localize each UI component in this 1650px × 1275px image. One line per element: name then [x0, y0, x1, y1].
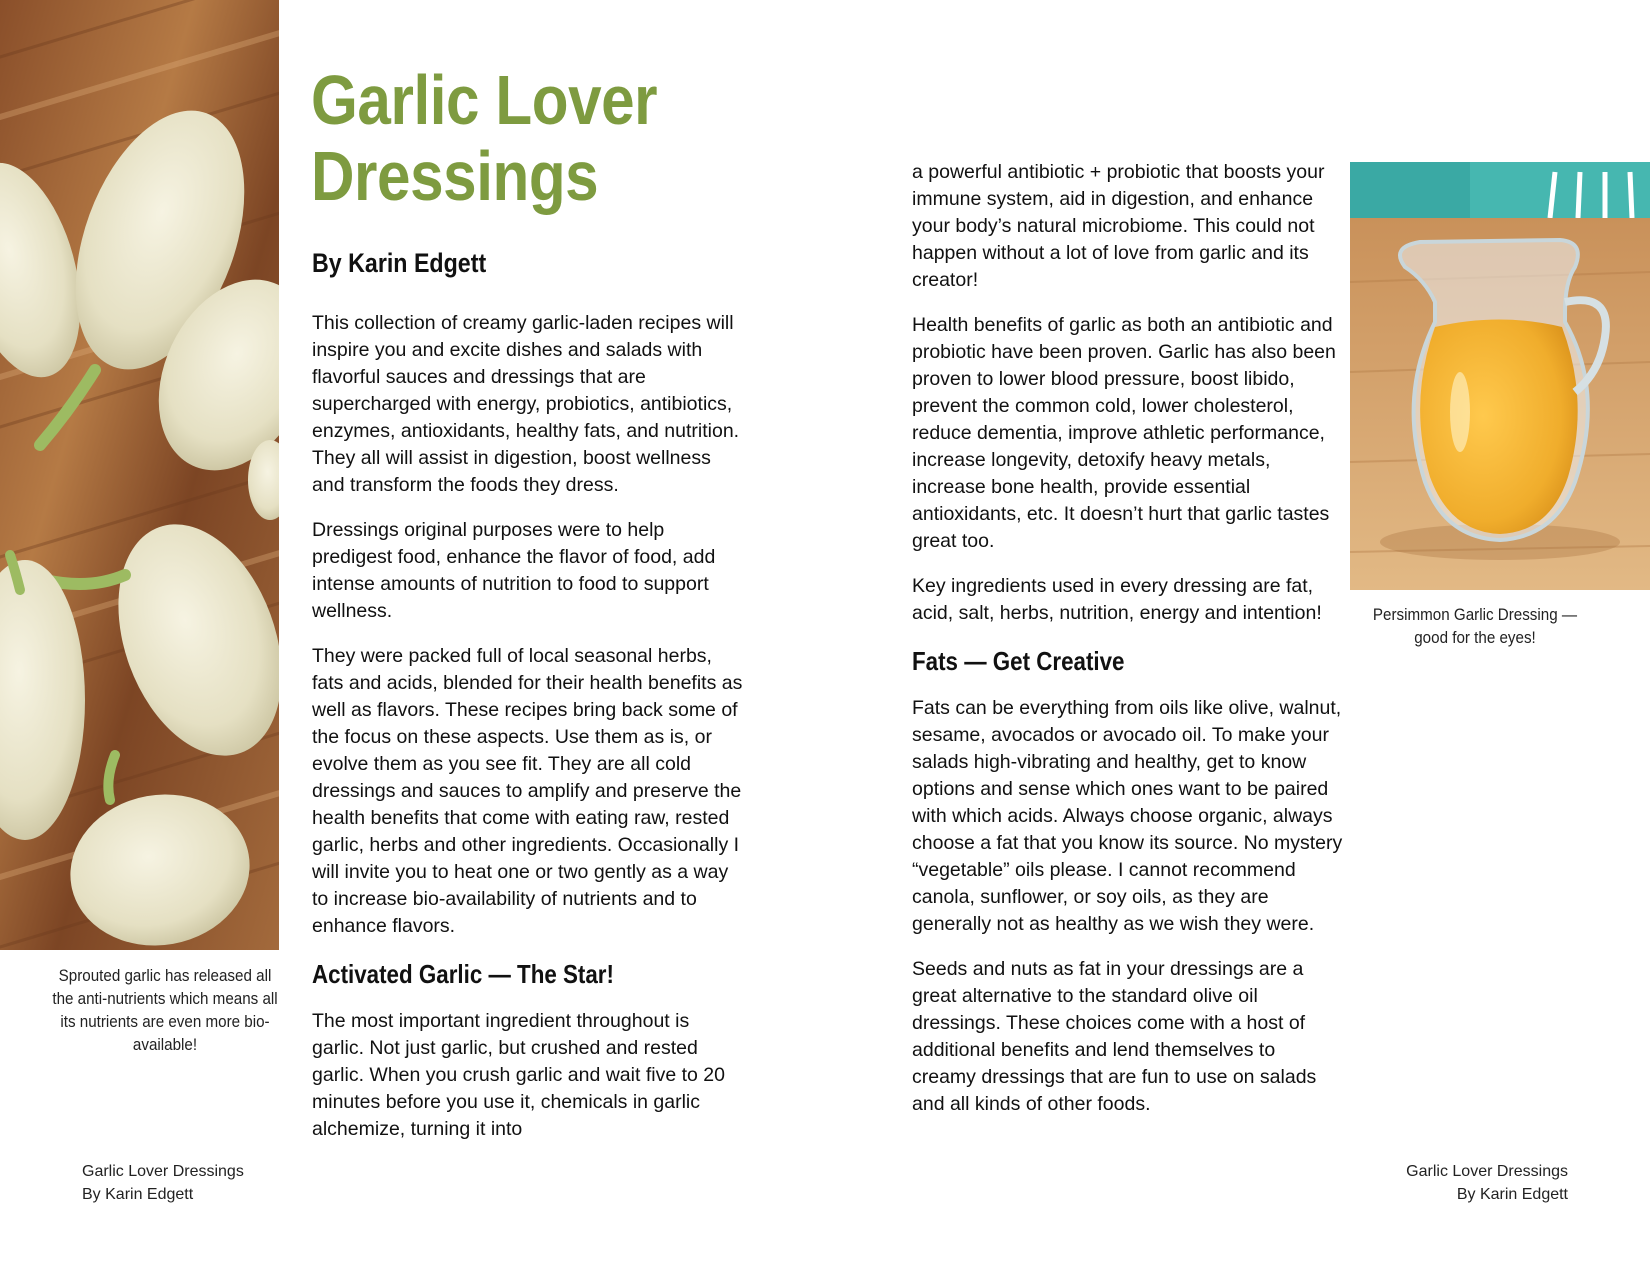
footer-right	[1340, 1160, 1568, 1206]
footer-author: By Karin Edgett	[82, 1186, 194, 1203]
footer-left	[82, 1160, 244, 1206]
footer-title: Garlic Lover Dressings	[1406, 1163, 1568, 1180]
paragraph: Key ingredients used in every dressing are fat, acid, salt, herbs, nutrition, energy and intention!	[912, 575, 1322, 624]
paragraph: a powerful antibiotic + probiotic that boosts your immune system, aid in digestion, and enhance your body’s natural microbiome. This could not happen without a lot of love from garlic and its creator!	[912, 161, 1325, 291]
garlic-photo	[0, 0, 279, 950]
paragraph: Fats can be everything from oils like olive, walnut, sesame, avocados or avocado oil. To make your salads high-vibrating and healthy, get to know options and sense which ones want to be paired with which acids. Always choose organic, always choose a fat that you know its source. No mystery “vegetable” oils please. I cannot recommend canola, sunflower, or soy oils, as they are generally not as healthy as we wish they were.	[912, 697, 1343, 935]
right-photo-caption: Persimmon Garlic Dressing — good for the eyes!	[1372, 606, 1578, 647]
paragraph: Health benefits of garlic as both an antibiotic and probiotic have been proven. Garlic has also been proven to lower blood pressure, boost libido, prevent the common cold, lower cholesterol, reduce dementia, improve athletic performance, increase longevity, detoxify heavy metals, increase bone health, provide essential antioxidants, etc. It doesn’t hurt that garlic tastes great too.	[912, 314, 1336, 552]
left-photo-caption: Sprouted garlic has released all the anti-nutrients which means all its nutrients are even more bio-available!	[52, 967, 278, 1054]
paragraph: The most important ingredient throughout is garlic. Not just garlic, but crushed and rested garlic. When you crush garlic and wait five to 20 minutes before you use it, chemicals in garlic alchemize, turning it into	[312, 1010, 725, 1140]
left-text-column	[312, 310, 744, 1161]
paragraph: This collection of creamy garlic-laden recipes will inspire you and excite dishes and salads with flavorful sauces and dressings that are supercharged with energy, probiotics, antibiotics, enzymes, antioxidants, healthy fats, and nutrition. They all will assist in digestion, boost wellness and transform the foods they dress.	[312, 312, 740, 496]
dressing-jar-photo	[1350, 162, 1650, 590]
footer-title: Garlic Lover Dressings	[82, 1163, 244, 1180]
section-heading-fats: Fats — Get Creative	[912, 646, 1125, 676]
page-title	[311, 62, 657, 214]
footer-author: By Karin Edgett	[1456, 1186, 1568, 1203]
paragraph: They were packed full of local seasonal herbs, fats and acids, blended for their health benefits as well as flavors. These recipes bring back some of the focus on these aspects. Use them as is, or evolve them as you see fit. They are all cold dressings and sauces to amplify and preserve the health benefits that come with eating raw, rested garlic, herbs and other ingredients. Occasionally I will invite you to heat one or two gently as a way to increase bio-availability of nutrients and to enhance flavors.	[312, 645, 743, 937]
byline: By Karin Edgett	[312, 248, 487, 278]
paragraph: Dressings original purposes were to help predigest food, enhance the flavor of food, add intense amounts of nutrition to food to support wellness.	[312, 519, 716, 622]
title-text: Garlic Lover Dressings	[311, 61, 658, 215]
right-text-column	[912, 159, 1344, 1136]
paragraph: Seeds and nuts as fat in your dressings are a great alternative to the standard olive oil dressings. These choices come with a host of additional benefits and lend themselves to creamy dressings that are fun to use on salads and all kinds of other foods.	[912, 958, 1317, 1115]
section-heading-activated-garlic: Activated Garlic — The Star!	[312, 959, 614, 989]
